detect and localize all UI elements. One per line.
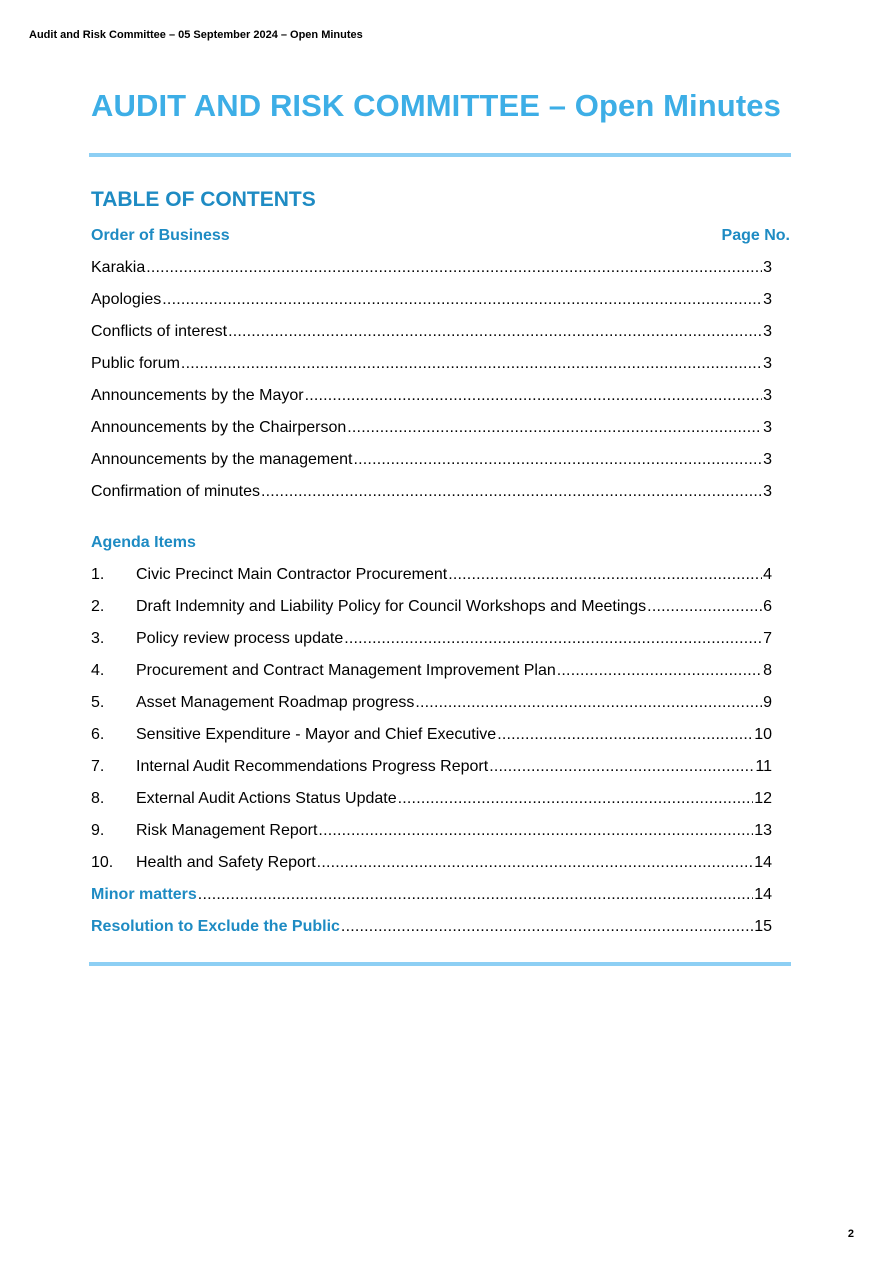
toc-page-number: 13 <box>754 822 772 839</box>
dot-leader <box>557 661 762 681</box>
toc-page-number: 3 <box>763 483 772 500</box>
toc-page-number: 7 <box>763 630 772 647</box>
toc-entry-label: Resolution to Exclude the Public <box>91 918 340 935</box>
toc-page-number: 3 <box>763 451 772 468</box>
toc-page-number: 10 <box>754 726 772 743</box>
dot-leader <box>489 757 754 777</box>
agenda-item-label: External Audit Actions Status Update <box>136 790 397 807</box>
toc-page-number: 15 <box>754 918 772 935</box>
dot-leader <box>347 418 762 438</box>
agenda-item-3[interactable] <box>91 629 772 649</box>
agenda-item-5[interactable] <box>91 693 772 713</box>
agenda-item-label: Civic Precinct Main Contractor Procurement <box>136 566 448 583</box>
toc-page-number: 3 <box>763 259 772 276</box>
toc-entry-label: Announcements by the Chairperson <box>91 419 347 436</box>
toc-page-number: 3 <box>763 387 772 404</box>
agenda-item-number: 2. <box>91 598 105 615</box>
dot-leader <box>181 354 762 374</box>
toc-entry-label: Minor matters <box>91 886 197 903</box>
dot-leader <box>415 693 762 713</box>
toc-heading: TABLE OF CONTENTS <box>91 188 316 211</box>
agenda-item-number: 10. <box>91 854 114 871</box>
bottom-divider <box>89 962 791 966</box>
agenda-item-label: Draft Indemnity and Liability Policy for Council Workshops and Meetings <box>136 598 647 615</box>
document-title: AUDIT AND RISK COMMITTEE – Open Minutes <box>91 88 781 123</box>
dot-leader <box>317 853 754 873</box>
agenda-item-label: Policy review process update <box>136 630 344 647</box>
toc-page-number: 3 <box>763 419 772 436</box>
agenda-item-6[interactable] <box>91 725 772 745</box>
agenda-item-number: 4. <box>91 662 105 679</box>
dot-leader <box>647 597 762 617</box>
agenda-item-7[interactable] <box>91 757 772 777</box>
agenda-item-number: 8. <box>91 790 105 807</box>
toc-entry-label: Conflicts of interest <box>91 323 228 340</box>
agenda-item-8[interactable] <box>91 789 772 809</box>
agenda-item-label: Internal Audit Recommendations Progress Report <box>136 758 489 775</box>
dot-leader <box>341 917 753 937</box>
order-of-business-header: Order of Business <box>91 227 230 244</box>
toc-entry-minor-matters[interactable] <box>91 885 772 905</box>
dot-leader <box>398 789 754 809</box>
toc-page-number: 11 <box>755 758 772 775</box>
agenda-item-label: Sensitive Expenditure - Mayor and Chief Executive <box>136 726 497 743</box>
toc-entry-public-forum[interactable] <box>91 354 772 374</box>
toc-page-number: 4 <box>763 566 772 583</box>
toc-entry-label: Announcements by the management <box>91 451 353 468</box>
agenda-item-label: Risk Management Report <box>136 822 318 839</box>
toc-entry-confirmation-of-minutes[interactable] <box>91 482 772 502</box>
agenda-item-label: Health and Safety Report <box>136 854 316 871</box>
toc-entry-resolution-exclude-public[interactable] <box>91 917 772 937</box>
agenda-item-1[interactable] <box>91 565 772 585</box>
toc-entry-announcements-management[interactable] <box>91 450 772 470</box>
top-divider <box>89 153 791 157</box>
agenda-item-4[interactable] <box>91 661 772 681</box>
toc-page-number: 8 <box>763 662 772 679</box>
toc-entry-conflicts-of-interest[interactable] <box>91 322 772 342</box>
toc-page-number: 3 <box>763 355 772 372</box>
agenda-item-number: 5. <box>91 694 105 711</box>
toc-entry-label: Announcements by the Mayor <box>91 387 304 404</box>
toc-page-number: 12 <box>754 790 772 807</box>
dot-leader <box>146 258 762 278</box>
agenda-item-number: 1. <box>91 566 105 583</box>
toc-page-number: 3 <box>763 291 772 308</box>
toc-entry-apologies[interactable] <box>91 290 772 310</box>
toc-entry-label: Confirmation of minutes <box>91 483 260 500</box>
toc-entry-announcements-chairperson[interactable] <box>91 418 772 438</box>
agenda-item-number: 6. <box>91 726 105 743</box>
toc-page-number: 14 <box>754 854 772 871</box>
toc-entry-announcements-mayor[interactable] <box>91 386 772 406</box>
agenda-item-number: 7. <box>91 758 105 775</box>
dot-leader <box>198 885 753 905</box>
agenda-item-10[interactable] <box>91 853 772 873</box>
agenda-item-label: Procurement and Contract Management Improvement Plan <box>136 662 556 679</box>
dot-leader <box>318 821 753 841</box>
agenda-item-number: 9. <box>91 822 105 839</box>
running-header: Audit and Risk Committee – 05 September 2024 – Open Minutes <box>29 29 363 41</box>
page-no-header: Page No. <box>721 227 790 244</box>
dot-leader <box>162 290 762 310</box>
page-number: 2 <box>847 1228 854 1240</box>
dot-leader <box>497 725 753 745</box>
toc-entry-label: Public forum <box>91 355 180 372</box>
dot-leader <box>228 322 762 342</box>
toc-page-number: 14 <box>754 886 772 903</box>
dot-leader <box>354 450 763 470</box>
toc-page-number: 9 <box>763 694 772 711</box>
toc-entry-label: Karakia <box>91 259 146 276</box>
agenda-item-9[interactable] <box>91 821 772 841</box>
dot-leader <box>344 629 762 649</box>
dot-leader <box>305 386 763 406</box>
toc-page-number: 3 <box>763 323 772 340</box>
toc-page-number: 6 <box>763 598 772 615</box>
toc-entry-label: Apologies <box>91 291 162 308</box>
dot-leader <box>448 565 762 585</box>
agenda-item-number: 3. <box>91 630 105 647</box>
dot-leader <box>261 482 762 502</box>
agenda-item-2[interactable] <box>91 597 772 617</box>
toc-entry-karakia[interactable] <box>91 258 772 278</box>
agenda-item-label: Asset Management Roadmap progress <box>136 694 415 711</box>
agenda-items-heading: Agenda Items <box>91 534 196 551</box>
